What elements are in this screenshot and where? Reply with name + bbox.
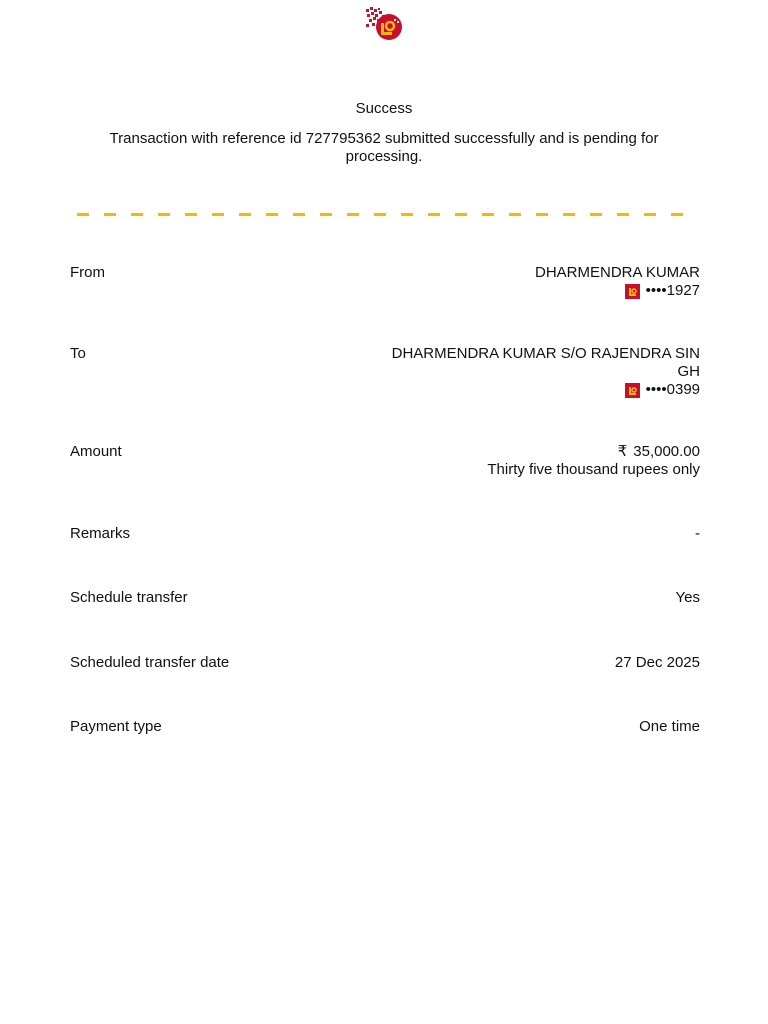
status-title: Success (355, 100, 413, 117)
scheduled-date-value: 27 Dec 2025 (614, 654, 700, 671)
dashed-divider (77, 213, 687, 216)
bank-logo-icon (364, 6, 404, 42)
remarks-row (70, 525, 700, 543)
amount-in-words: Thirty five thousand rupees only (487, 461, 700, 478)
currency-symbol: ₹ (617, 443, 628, 460)
amount-value (487, 443, 700, 479)
scheduled-date-label: Scheduled transfer date (70, 654, 230, 671)
to-account-number: ••••0399 (645, 381, 700, 398)
schedule-transfer-row (70, 589, 700, 607)
remarks-value: - (695, 525, 700, 542)
from-account-number: ••••1927 (645, 282, 700, 299)
from-name: DHARMENDRA KUMAR (534, 264, 700, 281)
payment-type-label: Payment type (70, 718, 162, 735)
from-label: From (70, 264, 105, 281)
payment-type-value: One time (639, 718, 700, 735)
amount-label: Amount (70, 443, 122, 460)
amount-row (70, 443, 700, 479)
remarks-label: Remarks (70, 525, 131, 542)
status-message: Transaction with reference id 727795362 submitted successfully and is pending for processing. (109, 130, 659, 165)
to-account (625, 381, 700, 399)
from-row (70, 264, 700, 304)
payment-type-row (70, 718, 700, 736)
scheduled-date-row (70, 654, 700, 672)
bank-account-icon (625, 383, 640, 398)
to-name: DHARMENDRA KUMAR S/O RAJENDRA SINGH (391, 345, 700, 380)
from-value (535, 264, 700, 304)
to-label: To (70, 345, 86, 362)
amount-number: 35,000.00 (633, 443, 700, 460)
from-account (625, 282, 700, 300)
bank-account-icon (625, 284, 640, 299)
schedule-transfer-value: Yes (675, 589, 700, 606)
schedule-transfer-label: Schedule transfer (70, 589, 188, 606)
to-value (382, 345, 700, 403)
to-row (70, 345, 700, 403)
